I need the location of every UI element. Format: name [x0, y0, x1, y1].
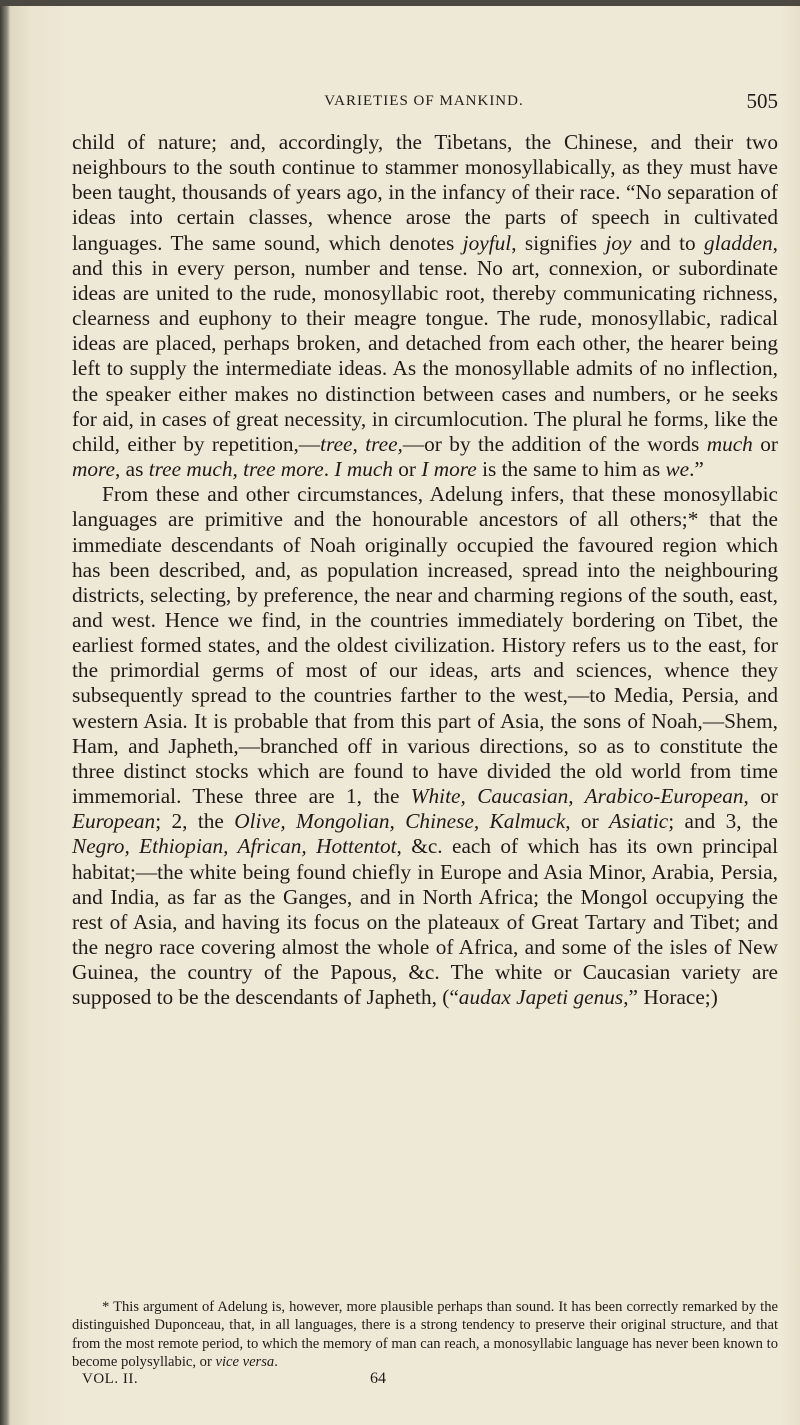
text-run: child of nature; and, accordingly, the Tibetans, the Chinese, and their two neighbours to the south continue to stammer monosyllabically, as they must have been taught, thousands of years ago, in the infancy of their race. “No separation of ideas into certain classes, whence arose the parts of speech in cultivated languages. The same sound, which denotes — [72, 130, 778, 255]
italic-term: European — [72, 809, 156, 834]
text-run: , &c. each of which has its own principal habitat;—the white being found chiefly in Europe and Asia Minor, Arabia, Persia, and India, as far as the Ganges, and in North Africa; the Mongol occupying the rest of Asia, and having its focus on the plateaux of Great Tartary and Tibet; and the negro race covering almost the whole of Africa, and some of the isles of New Guinea, the country of the Papous, &c. The white or Caucasian variety are supposed to be the descendants of Japheth, (“ — [72, 834, 779, 1010]
italic-term: much — [706, 431, 753, 456]
text-run: , or — [743, 784, 778, 809]
text-run: , and this in every person, number and tense. No art, connexion, or subordinate ideas are united to the rude, monosyllabic root, thereby communicating richness, clearness and euphony to their meagre tongue. The rude, monosyllabic, radical ideas are placed, perhaps broken, and detached from each other, the hearer being left to supply the intermediate ideas. As the monosyllable admits of no inflection, the speaker either makes no distinction between cases and numbers, or he seeks for aid, in cases of great necessity, in circumlocution. The plural he forms, like the child, either by repetition,— — [72, 230, 778, 456]
page-footer — [72, 1371, 778, 1393]
page-top-shadow — [0, 0, 800, 6]
paragraph — [72, 130, 778, 482]
italic-term: tree, tree, — [320, 431, 403, 456]
italic-term: Asiatic — [609, 809, 669, 834]
signature-mark: 64 — [370, 1370, 386, 1387]
page-header — [70, 91, 778, 117]
text-run: , or — [565, 809, 610, 834]
footnote — [72, 1298, 778, 1372]
text-run: or — [752, 431, 778, 456]
body-text — [72, 130, 778, 1010]
footnote-text — [72, 1298, 778, 1372]
text-run: ; and 3, the — [668, 809, 778, 834]
italic-term: I much — [334, 457, 393, 482]
italic-term: Negro, Ethiopian, African, Hottentot — [72, 834, 397, 859]
italic-term: Olive, Mongolian, Chinese, Kalmuck — [234, 809, 566, 834]
page-number: 505 — [746, 89, 778, 113]
italic-term: joy — [605, 230, 632, 255]
paragraph — [72, 482, 778, 1010]
volume-label: VOL. II. — [82, 1371, 139, 1387]
text-run: —or by the addition of the words — [402, 431, 707, 456]
text-run: From these and other circumstances, Adelung infers, that these monosyllabic languages are primitive and the honourable ancestors of all others;* that the immediate descendants of Noah originally occupied the favoured region which has been described, and, as population increased, spread into the neighbouring districts, selecting, by preference, the near and charming regions of the south, east, and west. Hence we find, in the countries immediately bordering on Tibet, the earliest formed states, and the oldest civilization. History refers us to the east, for the primordial germs of most of our ideas, arts and sciences, whence they subsequently spread to the countries farther to the west,—to Media, Persia, and western Asia. It is probable that from this part of Asia, the sons of Noah,—Shem, Ham, and Japheth,—branched off in various directions, so as to constitute the three distinct stocks which are found to have divided the old world from time immemorial. These three are 1, the — [72, 482, 778, 809]
text-run: ,” Horace;) — [623, 985, 718, 1010]
text-run: or — [392, 457, 422, 482]
text-run: , as — [114, 457, 149, 482]
text-run: . — [323, 457, 335, 482]
text-run: is the same to him as — [476, 457, 666, 482]
text-run: , signifies — [511, 230, 606, 255]
text-run: ; 2, the — [155, 809, 235, 834]
text-run: .” — [689, 457, 704, 482]
italic-term: audax Japeti genus — [458, 985, 624, 1010]
italic-term: more — [72, 457, 115, 482]
text-run: * This argument of Adelung is, however, more plausible perhaps than sound. It has been correctly remarked by the distinguished Duponceau, that, in all languages, there is a strong tendency to preserve their original structure, and that from the most remote period, to which the memory of man can reach, a monosyllabic language has never been known to become polysyllabic, or — [72, 1299, 778, 1371]
running-head: VARIETIES OF MANKIND. — [324, 93, 524, 109]
page-binding-edge — [0, 0, 10, 1425]
text-run: and to — [631, 230, 705, 255]
text-run: . — [274, 1354, 278, 1371]
italic-term: I more — [421, 457, 477, 482]
italic-term: gladden — [704, 230, 773, 255]
italic-term: White, Caucasian, Arabico-European — [410, 784, 744, 809]
italic-term: we — [665, 457, 690, 482]
italic-term: joyful — [462, 230, 512, 255]
italic-term: tree much, tree more — [148, 457, 324, 482]
italic-term: vice versa — [215, 1354, 275, 1371]
